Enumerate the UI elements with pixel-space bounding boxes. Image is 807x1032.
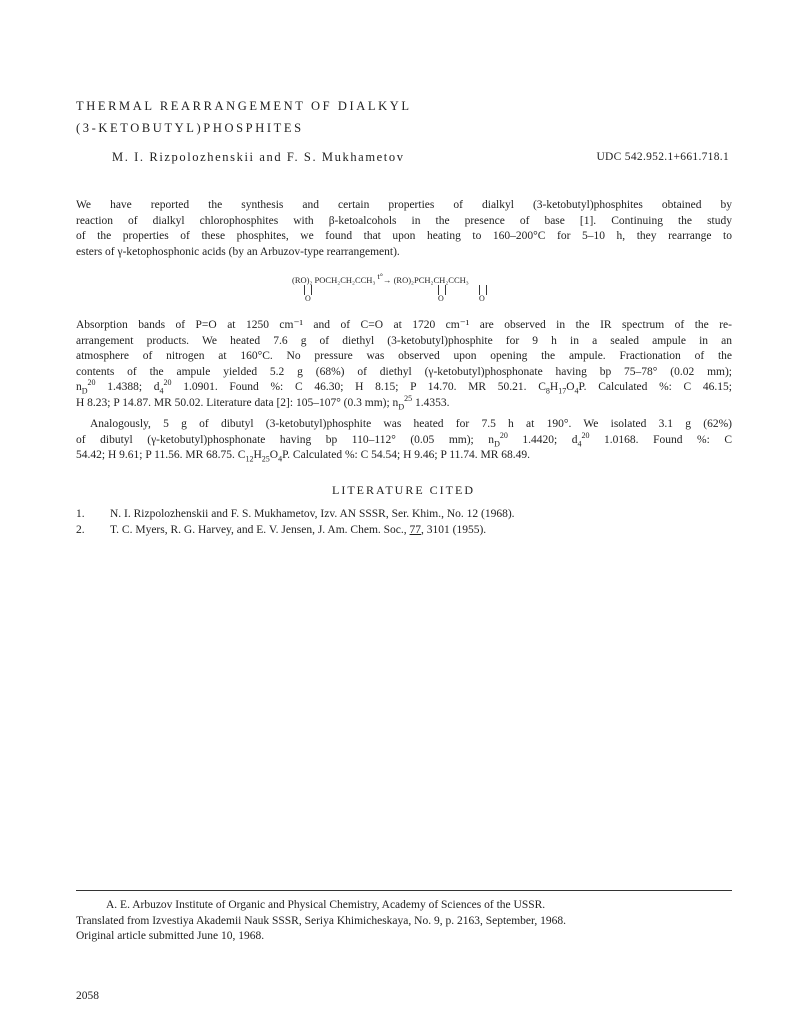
literature-heading: LITERATURE CITED xyxy=(332,483,475,497)
footnote-line: A. E. Arbuzov Institute of Organic and Physical Chemistry, Academy of Sciences of the USSR. xyxy=(106,899,546,911)
oxygen-label: O xyxy=(479,294,485,303)
reference-text: N. I. Rizpolozhenskii and F. S. Mukhametov, Izv. AN SSSR, Ser. Khim., No. 12 (1968). xyxy=(110,508,515,520)
reference-number: 2. xyxy=(76,524,85,536)
udc-code: UDC 542.952.1+661.718.1 xyxy=(596,151,729,163)
text-line: arrangement products. We heated 7.6 g of diethyl (3-ketobutyl)phosphite for 9 h in a sealed ampule in an xyxy=(76,334,732,347)
authors: M. I. Rizpolozhenskii and F. S. Mukhametov xyxy=(112,150,405,164)
reaction-arrow: $^{t^\circ}$→ xyxy=(377,272,394,285)
footnote-line: Translated from Izvestiya Akademii Nauk SSSR, Seriya Khimicheskaya, No. 9, p. 2163, September, 1968. xyxy=(76,914,567,927)
text-line: of dibutyl (γ-ketobutyl)phosphonate having bp 110–112° (0.05 mm); $n_D^{20}$ 1.4420; $d_4^{20}$ 1.0168. Found %: C xyxy=(76,430,733,448)
text-line: We have reported the synthesis and certain properties of dialkyl (3-ketobutyl)phosphites obtained by xyxy=(76,199,732,211)
title-line-2: (3-KETOBUTYL)PHOSPHITES xyxy=(76,121,304,135)
text-line: of the properties of these phosphites, we found that upon heating to 160–200°C for 5–10 h, they rearrange to xyxy=(76,230,732,242)
oxygen-label: O xyxy=(305,294,311,303)
journal-volume: 77 xyxy=(409,524,422,536)
text-line: contents of the ampule yielded 5.2 g (68%) of diethyl (γ-ketobutyl)phosphonate having bp 75–78° (0.02 mm); xyxy=(76,365,732,378)
text-line: $n_D^{20}$ 1.4388; $d_4^{20}$ 1.0901. Found %: C 46.30; H 8.15; P 14.70. MR 50.21. $C_8H_{17}O_4P$. Calculated %: C 46.15; xyxy=(76,378,732,396)
paragraph-intro xyxy=(76,198,732,260)
paragraph-results-diethyl xyxy=(76,318,732,411)
text-line: esters of γ-ketophosphonic acids (by an Arbuzov-type rearrangement). xyxy=(76,245,400,258)
reference-text: T. C. Myers, R. G. Harvey, and E. V. Jensen, J. Am. Chem. Soc., 77, 3101 (1955). xyxy=(110,524,487,536)
text-line: Analogously, 5 g of dibutyl (3-ketobutyl)phosphite was heated for 7.5 h at 190°. We isolated 3.1 g (62%) xyxy=(90,418,732,430)
page-number: 2058 xyxy=(76,990,99,1002)
text-line: H 8.23; P 14.87. MR 50.02. Literature data [2]: 105–107° (0.3 mm); $n_D^{25}$ 1.4353. xyxy=(76,393,450,411)
text-line: atmosphere of nitrogen at 160°C. No pressure was observed upon opening the ampule. Fractionation of the xyxy=(76,350,732,362)
text-line: 54.42; H 9.61; P 11.56. MR 68.75. $C_{12}H_{25}O_4P$. Calculated %: C 54.54; H 9.46; P 11.74. MR 68.49. xyxy=(76,449,531,464)
title-line-1: THERMAL REARRANGEMENT OF DIALKYL xyxy=(76,99,412,113)
text-line: reaction of dialkyl chlorophosphites with β-ketoalcohols in the presence of base [1]. Continuing the study xyxy=(76,214,732,227)
footnote xyxy=(76,898,732,945)
reference-number: 1. xyxy=(76,508,85,520)
paragraph-results-dibutyl xyxy=(76,417,732,464)
oxygen-label: O xyxy=(438,294,444,303)
text-line: Absorption bands of P=O at 1250 cm⁻¹ and of C=O at 1720 cm⁻¹ are observed in the IR spectrum of the re- xyxy=(76,319,732,331)
product: (RO)₂PCH₂CH₂CCH₃ xyxy=(393,275,469,285)
reaction-equation xyxy=(292,271,532,309)
reaction-line xyxy=(292,272,469,285)
reactant: (RO)₂ POCH₂CH₂CCH₃ xyxy=(292,275,376,285)
arrow-condition: t° xyxy=(377,272,383,282)
footnote-divider xyxy=(76,890,732,891)
footnote-line: Original article submitted June 10, 1968. xyxy=(76,930,265,942)
article-title xyxy=(76,95,596,139)
